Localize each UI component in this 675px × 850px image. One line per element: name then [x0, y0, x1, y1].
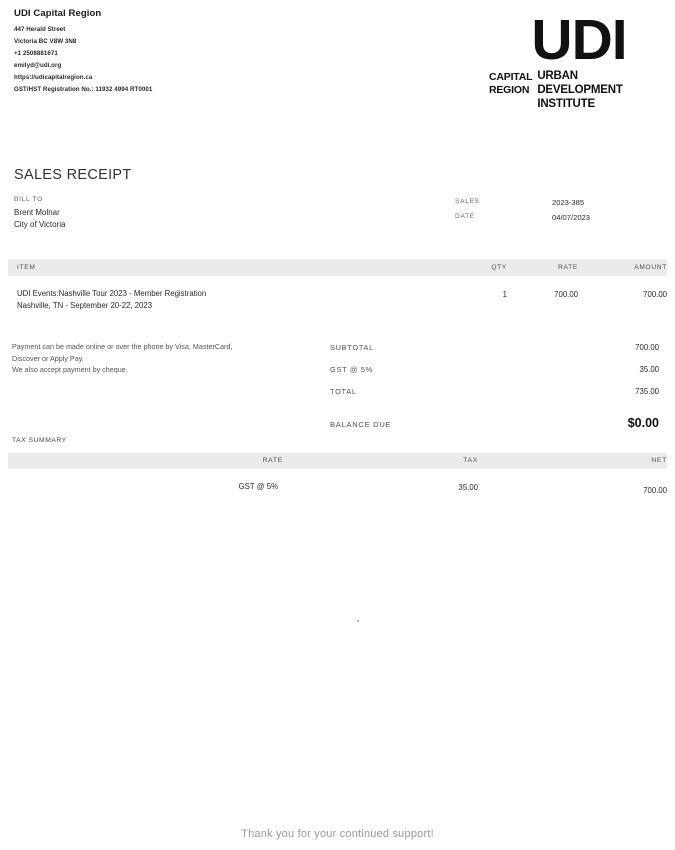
column-header-item: ITEM: [17, 264, 36, 271]
totals-row-total: [330, 387, 667, 409]
receipt-meta: [455, 198, 655, 228]
payment-note: [12, 341, 312, 376]
company-name: UDI Capital Region: [14, 8, 102, 19]
sales-value: 2023-385: [552, 198, 585, 207]
tax-row-net: 700.00: [643, 486, 667, 495]
items-table-header: [8, 259, 667, 276]
company-address-line-2: Victoria BC V8W 3N8: [14, 38, 77, 46]
column-header-tax-rate: RATE: [262, 457, 283, 464]
udi-logo: [487, 8, 667, 112]
totals-block: [330, 343, 667, 409]
payment-note-line-1: Payment can be made online or over the phone by Visa, MasterCard,: [12, 342, 233, 351]
tax-summary-title: TAX SUMMARY: [12, 437, 67, 444]
item-amount: 700.00: [643, 290, 667, 299]
logo-institute-line: INSTITUTE: [537, 98, 595, 111]
tax-summary-header: [8, 453, 667, 469]
balance-due-value: $0.00: [627, 416, 659, 430]
gst-value: 35.00: [639, 365, 659, 374]
bill-to-organization: City of Victoria: [14, 220, 66, 230]
column-header-rate: RATE: [558, 264, 578, 271]
company-website[interactable]: https://udicapitalregion.ca: [14, 74, 93, 82]
meta-row: [455, 213, 655, 222]
logo-development-line: DEVELOPMENT: [537, 84, 623, 97]
tax-row-rate: GST @ 5%: [238, 482, 278, 491]
bill-to-block: [14, 196, 314, 232]
column-header-tax-amount: TAX: [463, 457, 478, 464]
item-description: [17, 288, 437, 313]
company-email[interactable]: emilyd@udi.org: [14, 62, 62, 70]
bill-to-name: Brent Molnar: [14, 208, 60, 217]
date-value: 04/07/2023: [552, 213, 591, 222]
gst-label: GST @ 5%: [330, 365, 373, 374]
totals-row-subtotal: [330, 343, 667, 365]
logo-capital-line: CAPITAL: [489, 71, 533, 84]
date-label: DATE: [455, 213, 475, 220]
meta-row: [455, 198, 655, 207]
logo-urban-line: URBAN: [537, 70, 578, 83]
footer-message: Thank you for your continued support!: [241, 828, 434, 840]
payment-note-line-2: Discover or Apply Pay.: [12, 353, 84, 363]
column-header-qty: QTY: [491, 264, 507, 271]
item-description-line-1: UDI Events:Nashville Tour 2023 - Member Registration: [17, 289, 207, 298]
column-header-amount: AMOUNT: [634, 264, 667, 271]
company-address-line-1: 447 Herald Street: [14, 26, 66, 33]
logo-subtitle: [487, 70, 667, 111]
sales-label: SALES: [455, 198, 480, 205]
balance-due-label: BALANCE DUE: [330, 420, 392, 429]
logo-wordmark: UDI: [531, 8, 627, 72]
totals-row-gst: [330, 365, 667, 387]
item-qty: 1: [502, 290, 507, 299]
subtotal-value: 700.00: [635, 343, 659, 352]
column-header-tax-net: NET: [651, 457, 667, 464]
company-phone: +1 2508881671: [14, 50, 58, 58]
logo-institute-text: [537, 70, 622, 111]
payment-note-line-3: We also accept payment by cheque.: [12, 365, 128, 375]
page-artifact-dot: [357, 620, 359, 622]
logo-region-line: REGION: [489, 84, 530, 97]
item-rate: 700.00: [554, 290, 578, 299]
tax-row-tax: 35.00: [458, 483, 478, 492]
subtotal-label: SUBTOTAL: [330, 343, 374, 352]
bill-to-label: BILL TO: [14, 196, 43, 203]
balance-due-row: [330, 416, 667, 442]
item-description-line-2: Nashville, TN - September 20-22, 2023: [17, 301, 153, 311]
logo-region-text: [489, 70, 532, 111]
total-label: TOTAL: [330, 387, 357, 396]
company-gst-registration: GST/HST Registration No.: 11932 4994 RT0001: [14, 86, 153, 94]
page-title: SALES RECEIPT: [14, 167, 132, 183]
total-value: 735.00: [635, 387, 659, 396]
